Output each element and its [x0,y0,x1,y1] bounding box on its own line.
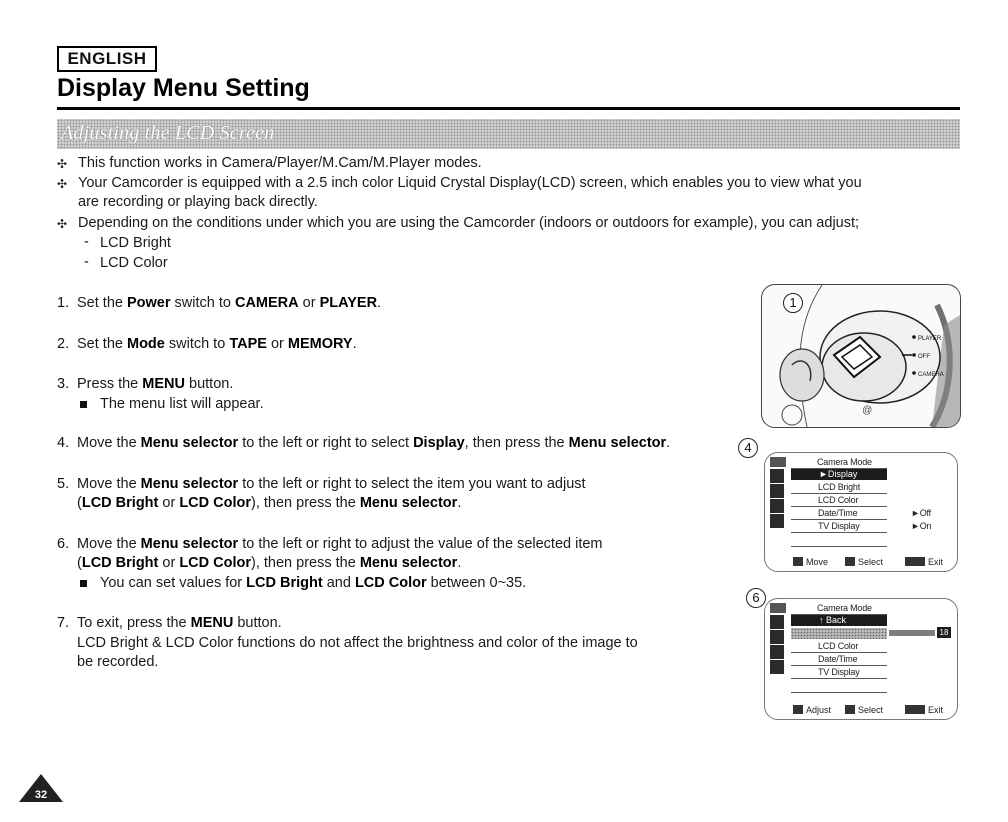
footer-exit: Exit [928,557,944,567]
intro-sub-1: LCD Bright [100,235,171,251]
adjust-value: 18 [937,627,951,638]
camera-icon [770,484,784,498]
menu-screen-adjust [764,598,958,720]
step-7-note-line-2: be recorded. [77,654,159,670]
square-bullet-icon [80,401,87,408]
settings-icon [770,660,784,674]
bullet-icon: ✣ [57,217,68,231]
switch-camera-label: CAMERA [918,372,944,378]
menu-item: Date/Time [818,508,858,518]
menu-item: LCD Color [818,641,859,651]
switch-player-label: PLAYER [918,336,942,342]
camera-mode-icon [770,603,786,613]
footer-adjust: Adjust [806,705,832,715]
step-2: Set the Mode switch to TAPE or MEMORY. [77,336,357,352]
figure-label: 6 [746,588,766,608]
footer-exit: Exit [928,705,944,715]
settings-icon [770,514,784,528]
step-6-line-2: (LCD Bright or LCD Color), then press the Menu selector. [77,555,462,571]
figure-label: 1 [783,293,803,313]
intro-sub-2: LCD Color [100,255,168,271]
dash-icon: - [84,234,89,250]
menu-item: TV Display [818,667,860,677]
memory-icon [770,499,784,513]
title-divider [57,107,960,110]
menu-item: Date/Time [818,654,858,664]
menu-item: LCD Color [818,495,859,505]
step-number: 2. [57,336,70,352]
menu-item: TV Display [818,521,860,531]
step-number: 5. [57,476,70,492]
menu-value: ►Off [911,508,931,518]
step-5-line-1: Move the Menu selector to the left or right to select the item you want to adjust [77,476,586,492]
menu-divider [791,532,887,533]
page-number: 32 [34,789,48,801]
language-label: ENGLISH [57,46,157,72]
switch-off-label: OFF [918,354,930,360]
step-3-sub: The menu list will appear. [100,396,264,412]
camera-mode-icon [770,457,786,467]
display-icon [770,469,784,483]
menu-divider [791,692,887,693]
step-number: 6. [57,536,70,552]
menu-divider [791,678,887,679]
figure-label: 4 [738,438,758,458]
lcd-bright-row [791,628,887,639]
square-bullet-icon [80,580,87,587]
menu-button-icon [905,557,925,566]
menu-value: ►On [911,521,932,531]
page-number-badge [18,773,64,808]
menu-highlight [791,469,887,480]
dash-icon: - [84,254,89,270]
selected-item: ►Display [819,469,858,479]
step-number: 7. [57,615,70,631]
memory-icon [770,645,784,659]
step-number: 4. [57,435,70,451]
footer-select: Select [858,557,884,567]
step-6-sub: You can set values for LCD Bright and LCD Color between 0~35. [100,575,527,591]
menu-divider [791,546,887,547]
bullet-icon: ✣ [57,177,68,191]
intro-bullet-2-line-2: are recording or playing back directly. [78,194,318,210]
menu-item: LCD Bright [818,482,861,492]
intro-bullet-3: Depending on the conditions under which you are using the Camcorder (indoors or outdoors for example), you can adjust; [78,215,860,231]
menu-screen-display [764,452,958,572]
section-title: Adjusting the LCD Screen [61,122,275,144]
intro-bullet-1: This function works in Camera/Player/M.Cam/M.Player modes. [78,155,482,171]
svg-text:@: @ [862,405,873,416]
display-icon [770,615,784,629]
mode-label: Camera Mode [817,603,872,613]
intro-bullet-2-line-1: Your Camcorder is equipped with a 2.5 inch color Liquid Crystal Display(LCD) screen, which enables you to view what you [78,175,862,191]
step-number: 1. [57,295,70,311]
select-icon [845,705,855,714]
footer-move: Move [806,557,829,567]
page-title: Display Menu Setting [57,74,310,102]
footer-select: Select [858,705,884,715]
step-6-line-1: Move the Menu selector to the left or right to adjust the value of the selected item [77,536,603,552]
step-4: Move the Menu selector to the left or right to select Display, then press the Menu selector. [77,435,671,451]
menu-highlight [791,615,887,626]
mode-label: Camera Mode [817,457,872,467]
step-1: Set the Power switch to CAMERA or PLAYER. [77,295,382,311]
section-bar [57,119,960,149]
adjust-bar [889,630,935,636]
adjust-icon [793,705,803,714]
back-item: ↑ Back [819,615,847,625]
move-icon [793,557,803,566]
select-icon [845,557,855,566]
step-5-line-2: (LCD Bright or LCD Color), then press the Menu selector. [77,495,462,511]
page-triangle-icon [18,773,64,803]
menu-button-icon [905,705,925,714]
step-7: To exit, press the MENU button. [77,615,282,631]
camera-icon [770,630,784,644]
step-number: 3. [57,376,70,392]
step-7-note-line-1: LCD Bright & LCD Color functions do not affect the brightness and color of the image to [77,635,638,651]
bullet-icon: ✣ [57,157,68,171]
step-3: Press the MENU button. [77,376,234,392]
